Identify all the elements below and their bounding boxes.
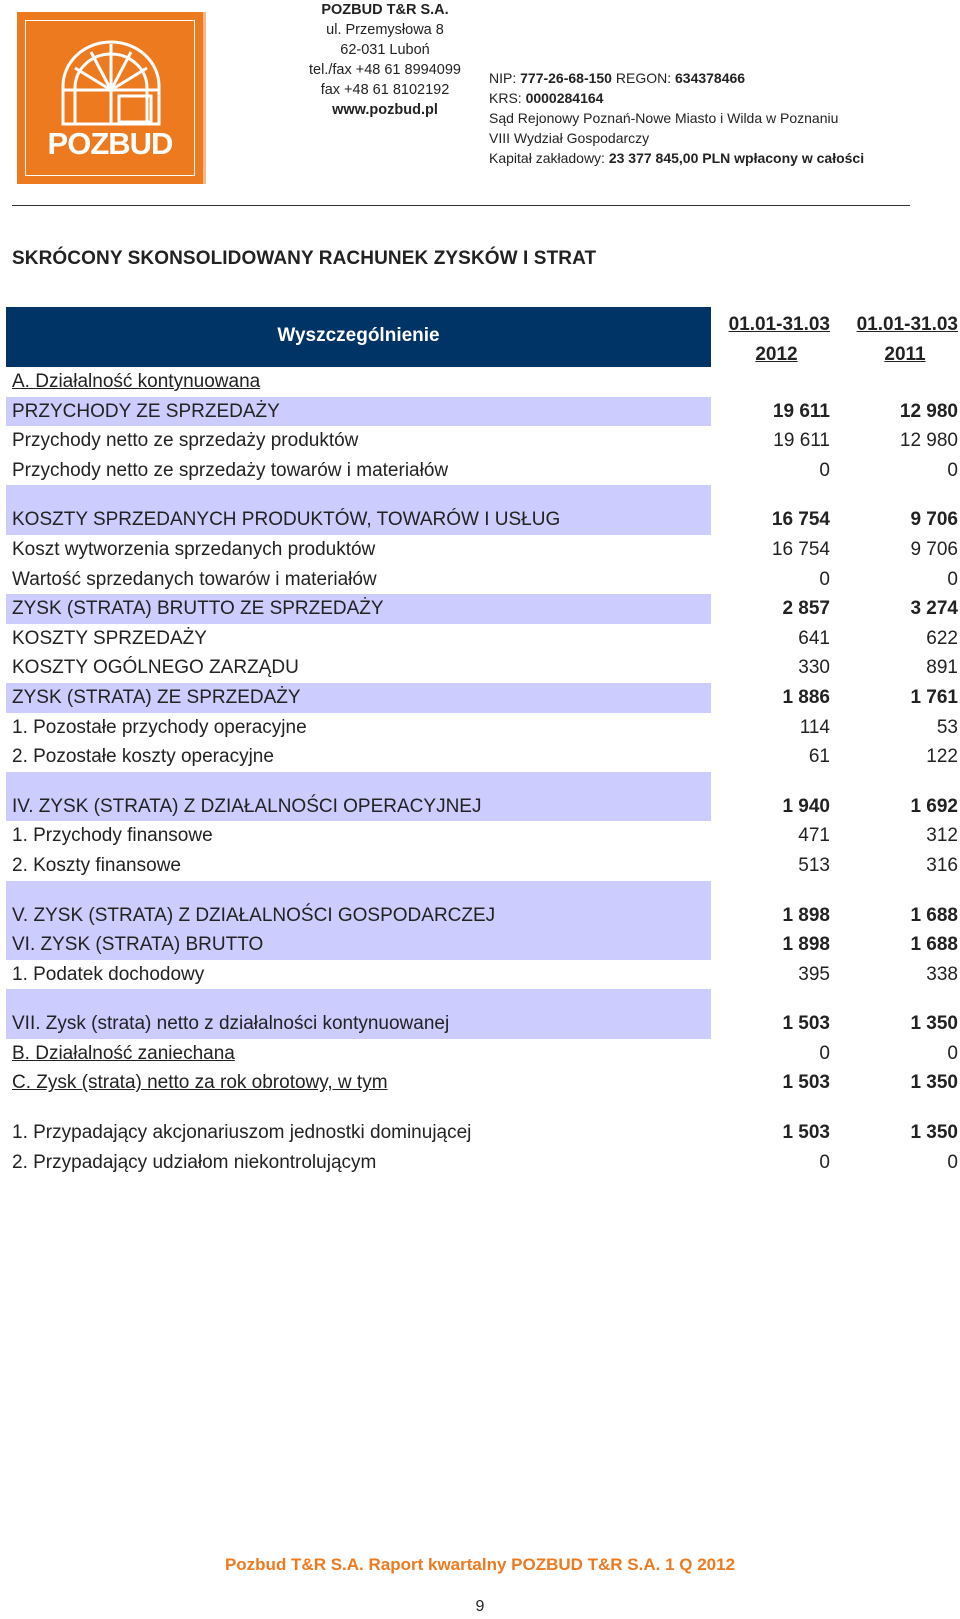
period-2011-range: 01.01-31.03 (856, 314, 958, 335)
value-2011: 622 (926, 627, 958, 649)
nip-label: NIP: (489, 70, 521, 86)
table-row (0, 624, 960, 654)
period-2012-year: 2012 (755, 344, 798, 365)
registry-krs-line (489, 88, 864, 108)
row-label: 2. Pozostałe koszty operacyjne (12, 746, 274, 768)
value-2011: 312 (926, 825, 958, 847)
table-row (0, 653, 960, 683)
value-2011: 0 (947, 459, 958, 481)
row-label: 2. Przypadający udziałom niekontrolującym (12, 1151, 377, 1173)
krs-value: 0000284164 (525, 90, 604, 106)
row-label: ZYSK (STRATA) BRUTTO ZE SPRZEDAŻY (12, 598, 384, 620)
table-body (0, 367, 960, 1177)
table-row (0, 960, 960, 990)
regon-value: 634378466 (675, 70, 746, 86)
registry-capital-line (489, 148, 864, 168)
table-row (0, 565, 960, 595)
row-label: KOSZTY SPRZEDANYCH PRODUKTÓW, TOWARÓW I USŁUG (12, 509, 561, 531)
value-2011: 3 274 (910, 598, 958, 620)
value-2012: 641 (798, 627, 830, 649)
row-label: 2. Koszty finansowe (12, 854, 181, 876)
row-label: KOSZTY SPRZEDAŻY (12, 627, 207, 649)
table-row (0, 535, 960, 565)
document-title: SKRÓCONY SKONSOLIDOWANY RACHUNEK ZYSKÓW I STRAT (12, 248, 597, 269)
table-spacer-row (0, 989, 960, 1009)
value-2012: 2 857 (782, 598, 830, 620)
value-2011: 1 688 (910, 934, 958, 956)
table-row (0, 851, 960, 881)
row-background (6, 881, 711, 901)
value-2011: 53 (936, 716, 958, 738)
value-2011: 122 (926, 746, 958, 768)
value-2012: 0 (819, 1042, 830, 1064)
value-2012: 1 503 (782, 1072, 830, 1094)
value-2012: 1 503 (782, 1122, 830, 1144)
income-statement-table (0, 307, 960, 1177)
row-label: VI. ZYSK (STRATA) BRUTTO (12, 934, 264, 956)
row-label: 1. Podatek dochodowy (12, 963, 205, 985)
row-label: Przychody netto ze sprzedaży produktów (12, 430, 359, 452)
table-row (0, 683, 960, 713)
value-2011: 9 706 (910, 538, 958, 560)
value-2011: 1 688 (910, 904, 958, 926)
page-number: 9 (475, 1598, 485, 1615)
value-2012: 1 898 (782, 904, 830, 926)
value-2011: 0 (947, 568, 958, 590)
value-2011: 891 (926, 657, 958, 679)
row-background (6, 485, 711, 505)
value-2011: 338 (926, 963, 958, 985)
address-tel: tel./fax +48 61 8994099 (309, 62, 461, 78)
value-2012: 19 611 (772, 400, 830, 422)
table-row (0, 901, 960, 931)
table-row (0, 742, 960, 772)
row-label: ZYSK (STRATA) ZE SPRZEDAŻY (12, 686, 301, 708)
value-2011: 0 (947, 1042, 958, 1064)
value-2012: 0 (819, 459, 830, 481)
period-2011-year: 2011 (884, 344, 926, 365)
table-row (0, 1148, 960, 1178)
nip-value: 777-26-68-150 (520, 70, 612, 86)
regon-label: REGON: (611, 70, 675, 86)
table-row (0, 1118, 960, 1148)
row-label: V. ZYSK (STRATA) Z DZIAŁALNOŚCI GOSPODARCZEJ (12, 904, 496, 926)
value-2012: 1 503 (782, 1013, 830, 1035)
capital-label: Kapitał zakładowy: (489, 150, 609, 166)
value-2012: 513 (798, 854, 830, 876)
table-row (0, 397, 960, 427)
row-label: PRZYCHODY ZE SPRZEDAŻY (12, 400, 280, 422)
registry-nip-line (489, 68, 864, 88)
value-2012: 0 (819, 568, 830, 590)
value-2011: 316 (926, 854, 958, 876)
period-2012-range: 01.01-31.03 (728, 314, 830, 335)
value-2011: 12 980 (899, 400, 958, 422)
row-label: IV. ZYSK (STRATA) Z DZIAŁALNOŚCI OPERACYJNEJ (12, 795, 482, 817)
value-2012: 19 611 (773, 430, 830, 452)
value-2012: 330 (798, 657, 830, 679)
value-2011: 1 761 (910, 686, 958, 708)
table-row (0, 792, 960, 822)
registry-dept: VIII Wydział Gospodarczy (489, 130, 650, 146)
value-2012: 16 754 (771, 538, 830, 560)
row-label: B. Działalność zaniechana (12, 1042, 235, 1064)
value-2011: 1 350 (910, 1013, 958, 1035)
table-row (0, 367, 960, 397)
row-label: 1. Przychody finansowe (12, 825, 213, 847)
value-2011: 1 350 (910, 1122, 958, 1144)
table-row (0, 594, 960, 624)
value-2011: 1 350 (910, 1072, 958, 1094)
table-spacer-row (0, 772, 960, 792)
value-2011: 0 (947, 1151, 958, 1173)
value-2011: 12 980 (899, 430, 958, 452)
header-divider (12, 205, 910, 206)
table-spacer-row (0, 1098, 960, 1118)
value-2012: 395 (798, 963, 830, 985)
address-web: www.pozbud.pl (332, 102, 438, 118)
value-2012: 1 898 (782, 934, 830, 956)
period-2012-header (711, 310, 830, 370)
table-row (0, 1068, 960, 1098)
page-footer: Pozbud T&R S.A. Raport kwartalny POZBUD T&R S.A. 1 Q 2012 (224, 1555, 736, 1574)
value-2012: 1 940 (782, 795, 830, 817)
row-label: 1. Przypadający akcjonariuszom jednostki dominującej (12, 1122, 472, 1144)
header-label: Wyszczególnienie (277, 325, 440, 346)
row-label: VII. Zysk (strata) netto z działalności kontynuowanej (12, 1013, 450, 1035)
row-label: KOSZTY OGÓLNEGO ZARZĄDU (12, 657, 299, 679)
table-row (0, 713, 960, 743)
row-background (6, 989, 711, 1009)
company-name: POZBUD T&R S.A. (321, 2, 449, 18)
company-registry (489, 68, 864, 168)
row-label: 1. Pozostałe przychody operacyjne (12, 716, 307, 738)
krs-label: KRS: (489, 90, 526, 106)
logo-text: POZBUD (47, 126, 173, 161)
value-2012: 0 (819, 1151, 830, 1173)
table-row (0, 456, 960, 486)
company-address (300, 0, 470, 120)
table-spacer-row (0, 881, 960, 901)
table-row (0, 930, 960, 960)
table-row (0, 1039, 960, 1069)
table-row (0, 1009, 960, 1039)
address-fax: fax +48 61 8102192 (320, 82, 450, 98)
registry-court: Sąd Rejonowy Poznań-Nowe Miasto i Wilda w Poznaniu (489, 110, 839, 126)
value-2011: 9 706 (910, 509, 958, 531)
value-2011: 1 692 (910, 795, 958, 817)
company-logo (17, 12, 206, 184)
row-label: Wartość sprzedanych towarów i materiałów (12, 568, 377, 590)
table-row (0, 426, 960, 456)
table-row (0, 821, 960, 851)
value-2012: 61 (808, 746, 830, 768)
value-2012: 114 (799, 716, 830, 738)
capital-value: 23 377 845,00 PLN wpłacony w całości (608, 150, 865, 166)
address-street: ul. Przemysłowa 8 (326, 22, 444, 38)
row-label: C. Zysk (strata) netto za rok obrotowy, w tym (12, 1072, 388, 1094)
row-label: Przychody netto ze sprzedaży towarów i materiałów (12, 459, 449, 481)
table-row (0, 505, 960, 535)
value-2012: 471 (798, 825, 830, 847)
value-2012: 16 754 (771, 509, 830, 531)
address-city: 62-031 Luboń (340, 42, 430, 58)
table-spacer-row (0, 485, 960, 505)
table-header (0, 307, 960, 367)
row-label: Koszt wytworzenia sprzedanych produktów (12, 538, 376, 560)
row-label: A. Działalność kontynuowana (12, 371, 261, 392)
row-background (6, 772, 711, 792)
period-2011-header (840, 310, 958, 370)
value-2012: 1 886 (782, 686, 830, 708)
window-icon (57, 40, 165, 126)
row-background (6, 1098, 711, 1118)
